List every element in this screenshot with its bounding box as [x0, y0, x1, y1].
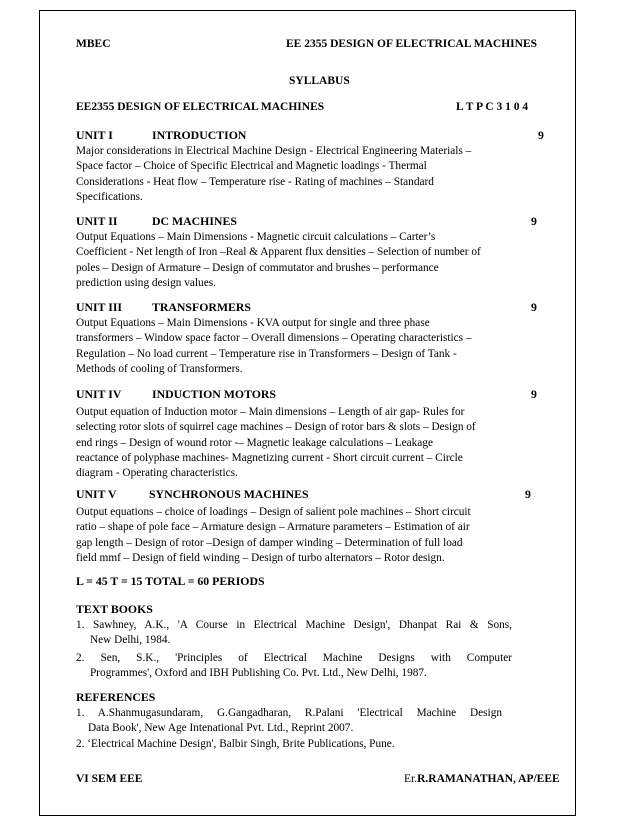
course-title: EE2355 DESIGN OF ELECTRICAL MACHINES [76, 101, 325, 113]
unit-line: Specifications. [76, 190, 143, 203]
footer-author-prefix: Er. [404, 773, 418, 785]
unit-2 [76, 214, 546, 291]
unit-line: Output equations – choice of loadings – Design of salient pole machines – Short circuit [76, 506, 471, 518]
unit-line: field mmf – Design of field winding – Design of turbo alternators – Rotor design. [76, 551, 445, 564]
header-left: MBEC [76, 38, 111, 50]
unit-3 [76, 300, 546, 377]
reference-line: 2. ‘Electrical Machine Design', Balbir Singh, Brite Publications, Pune. [76, 737, 395, 750]
unit-hours: 9 [538, 128, 544, 142]
unit-line: poles – Design of Armature – Design of commutator and brushes – performance [76, 261, 439, 274]
text-book-line: 1. Sawhney, A.K., 'A Course in Electrical Machine Design', Dhanpat Rai & Sons, [76, 619, 512, 631]
unit-line: Considerations - Heat flow – Temperature rise - Rating of machines – Standard [76, 175, 434, 188]
unit-1-heading [76, 128, 546, 144]
footer-left: VI SEM EEE [76, 773, 143, 785]
unit-title: DC MACHINES [152, 214, 237, 228]
reference-item [76, 737, 502, 752]
unit-title: SYNCHRONOUS MACHINES [149, 487, 309, 501]
unit-number: UNIT IV [76, 387, 122, 401]
unit-line: gap length – Design of rotor –Design of damper winding – Determination of full load [76, 536, 463, 549]
text-book-line: New Delhi, 1984. [90, 634, 171, 647]
unit-4-heading [76, 387, 546, 405]
text-books [76, 602, 512, 681]
unit-line: prediction using design values. [76, 276, 216, 289]
unit-hours: 9 [531, 387, 537, 401]
unit-5 [76, 487, 546, 566]
reference-line: Data Book', New Age Intenational Pvt. Ltd., Reprint 2007. [88, 722, 354, 735]
references [76, 690, 502, 752]
unit-line: Space factor – Choice of Specific Electrical and Magnetic loadings - Thermal [76, 160, 427, 173]
unit-number: UNIT II [76, 214, 118, 228]
unit-line: diagram - Operating characteristics. [76, 467, 238, 480]
unit-hours: 9 [531, 214, 537, 228]
syllabus-label: SYLLABUS [289, 75, 350, 87]
footer-right [404, 773, 560, 785]
unit-line: Methods of cooling of Transformers. [76, 362, 243, 375]
footer-author: R.RAMANATHAN, AP/EEE [417, 773, 560, 785]
unit-2-heading [76, 214, 546, 230]
text-book-item [76, 618, 512, 649]
unit-line: Coefficient - Net length of Iron –Real & Apparent flux densities – Selection of number of [76, 246, 481, 259]
unit-4 [76, 387, 546, 481]
unit-line: Major considerations in Electrical Machine Design - Electrical Engineering Materials – [76, 145, 472, 157]
reference-line: 1. A.Shanmugasundaram, G.Gangadharan, R.Palani 'Electrical Machine Design [76, 707, 502, 719]
unit-title: INTRODUCTION [152, 128, 247, 142]
unit-line: end rings – Design of wound rotor -– Magnetic leakage calculations – Leakage [76, 436, 433, 449]
unit-line: Output Equations – Main Dimensions - Magnetic circuit calculations – Carter’s [76, 231, 436, 243]
text-books-heading: TEXT BOOKS [76, 602, 153, 616]
unit-line: reactance of polyphase machines- Magnetizing current - Short circuit current – Circle [76, 451, 463, 464]
unit-title: TRANSFORMERS [152, 300, 251, 314]
reference-item [76, 706, 502, 737]
text-book-line: 2. Sen, S.K., 'Principles of Electrical Machine Designs with Computer [76, 651, 512, 664]
text-book-item [76, 651, 512, 682]
references-heading: REFERENCES [76, 690, 156, 704]
unit-line: Output equation of Induction motor – Main dimensions – Length of air gap- Rules for [76, 406, 465, 418]
unit-line: Output Equations – Main Dimensions - KVA output for single and three phase [76, 317, 430, 329]
unit-line: Regulation – No load current – Temperature rise in Transformers – Design of Tank - [76, 347, 457, 360]
unit-3-heading [76, 300, 546, 316]
text-book-line: Programmes', Oxford and IBH Publishing Co. Pvt. Ltd., New Delhi, 1987. [90, 666, 427, 679]
course-ltpc: L T P C 3 1 0 4 [456, 101, 529, 113]
total-periods: L = 45 T = 15 TOTAL = 60 PERIODS [76, 574, 265, 588]
unit-number: UNIT V [76, 487, 117, 501]
unit-hours: 9 [531, 300, 537, 314]
unit-line: transformers – Window space factor – Overall dimensions – Operating characteristics – [76, 332, 472, 345]
unit-title: INDUCTION MOTORS [152, 387, 276, 401]
unit-line: selecting rotor slots of squirrel cage machines – Design of rotor bars & slots – Design of [76, 421, 476, 434]
unit-number: UNIT I [76, 128, 113, 142]
header-center: EE 2355 DESIGN OF ELECTRICAL MACHINES [286, 38, 538, 50]
unit-5-heading [76, 487, 546, 505]
unit-hours: 9 [525, 487, 531, 501]
unit-1 [76, 128, 546, 205]
unit-line: ratio – shape of pole face – Armature design – Armature parameters – Estimation of air [76, 521, 470, 534]
unit-number: UNIT III [76, 300, 123, 314]
